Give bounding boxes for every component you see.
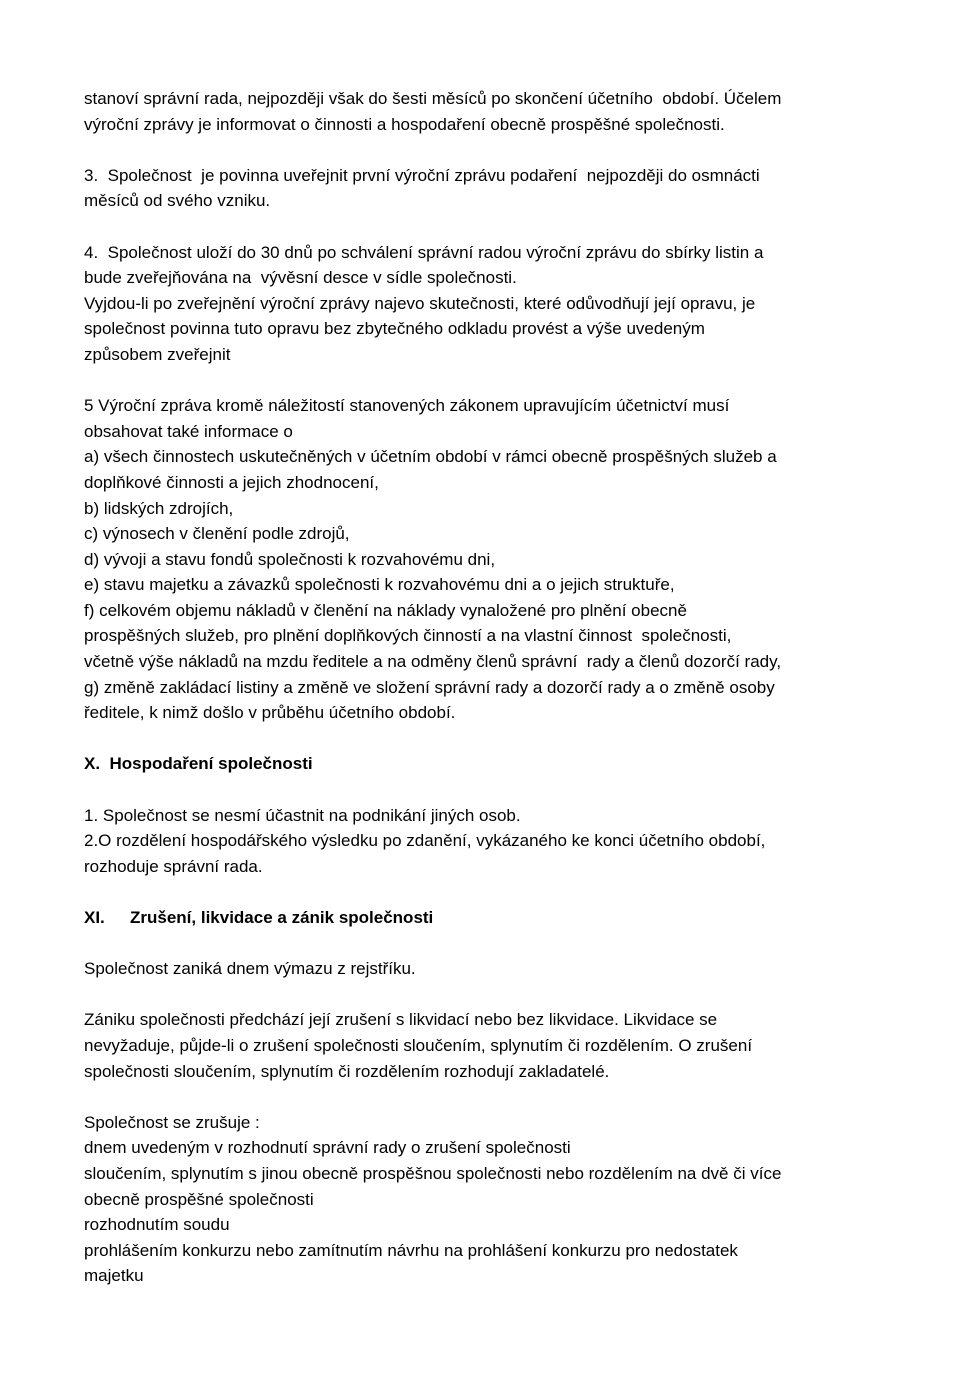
text-line: 5 Výroční zpráva kromě náležitostí stanovených zákonem upravujícím účetnictví musí: [84, 396, 730, 416]
text-line: stanoví správní rada, nejpozději však do šesti měsíců po skončení účetního období. Účelem: [84, 89, 782, 108]
text-line: sloučením, splynutím s jinou obecně prospěšnou společnosti nebo rozdělením na dvě či více: [84, 1163, 782, 1183]
paragraph-item-4: [84, 240, 884, 368]
text-line: dnem uvedeným v rozhodnutí správní rady o zrušení společnosti: [84, 1138, 571, 1158]
section-x: [84, 751, 884, 879]
section-xi-heading: [84, 905, 884, 931]
text-line: a) všech činnostech uskutečněných v účetním období v rámci obecně prospěšných služeb a: [84, 447, 777, 467]
text-line: Společnost se zrušuje :: [84, 1112, 260, 1132]
paragraph-annual-report-deadline: [84, 86, 884, 137]
text-line: 2.O rozdělení hospodářského výsledku po zdanění, vykázaného ke konci účetního období,: [84, 831, 766, 851]
text-line: Zániku společnosti předchází její zrušení s likvidací nebo bez likvidace. Likvidace se: [84, 1010, 718, 1030]
text-line: c) výnosech v členění podle zdrojů,: [84, 524, 350, 544]
paragraph-item-5: [84, 393, 884, 726]
section-xi: [84, 905, 884, 1289]
text-line: obecně prospěšné společnosti: [84, 1189, 314, 1209]
text-line: ředitele, k nimž došlo v průběhu účetního období.: [84, 703, 456, 723]
document-page: [84, 86, 884, 1289]
section-x-heading: X. Hospodaření společnosti: [84, 754, 313, 774]
text-line: 4. Společnost uloží do 30 dnů po schválení správní radou výroční zprávu do sbírky listin a: [84, 242, 764, 262]
text-line: rozhoduje správní rada.: [84, 856, 263, 876]
text-line: g) změně zakládací listiny a změně ve složení správní rady a dozorčí rady a o změně osoby: [84, 677, 775, 697]
text-line: včetně výše nákladů na mzdu ředitele a na odměny členů správní rady a členů dozorčí rady,: [84, 652, 782, 672]
text-line: společnost povinna tuto opravu bez zbytečného odkladu provést a výše uvedeným: [84, 319, 705, 339]
text-line: 1. Společnost se nesmí účastnit na podnikání jiných osob.: [84, 805, 521, 825]
text-line: b) lidských zdrojích,: [84, 498, 234, 518]
text-line: bude zveřejňována na vývěsní desce v sídle společnosti.: [84, 268, 517, 288]
text-line: Vyjdou-li po zveřejnění výroční zprávy najevo skutečnosti, které odůvodňují její opravu, je: [84, 293, 756, 313]
text-line: prohlášením konkurzu nebo zamítnutím návrhu na prohlášení konkurzu pro nedostatek: [84, 1240, 738, 1260]
text-line: Společnost zaniká dnem výmazu z rejstříku.: [84, 959, 416, 979]
text-line: f) celkovém objemu nákladů v členění na náklady vynaložené pro plnění obecně: [84, 600, 687, 620]
text-line: rozhodnutím soudu: [84, 1215, 230, 1235]
text-line: doplňkové činnosti a jejich zhodnocení,: [84, 472, 379, 492]
text-line: způsobem zveřejnit: [84, 344, 231, 364]
text-line: obsahovat také informace o: [84, 421, 293, 441]
text-line: nevyžaduje, půjde-li o zrušení společnosti sloučením, splynutím či rozdělením. O zrušení: [84, 1035, 753, 1055]
text-line: e) stavu majetku a závazků společnosti k rozvahovému dni a o jejich struktuře,: [84, 575, 675, 595]
text-line: d) vývoji a stavu fondů společnosti k rozvahovému dni,: [84, 549, 496, 569]
paragraph-item-3: [84, 163, 884, 214]
text-line: společnosti sloučením, splynutím či rozdělením rozhodují zakladatelé.: [84, 1061, 610, 1081]
section-xi-number: XI.: [84, 908, 105, 927]
text-line: prospěšných služeb, pro plnění doplňkových činností a na vlastní činnost společnosti,: [84, 626, 732, 646]
text-line: 3. Společnost je povinna uveřejnit první výroční zprávu podaření nejpozději do osmnácti: [84, 165, 760, 185]
text-line: výroční zprávy je informovat o činnosti a hospodaření obecně prospěšné společnosti.: [84, 114, 725, 134]
text-line: měsíců od svého vzniku.: [84, 191, 271, 211]
section-xi-title: Zrušení, likvidace a zánik společnosti: [130, 908, 434, 927]
text-line: majetku: [84, 1266, 144, 1286]
